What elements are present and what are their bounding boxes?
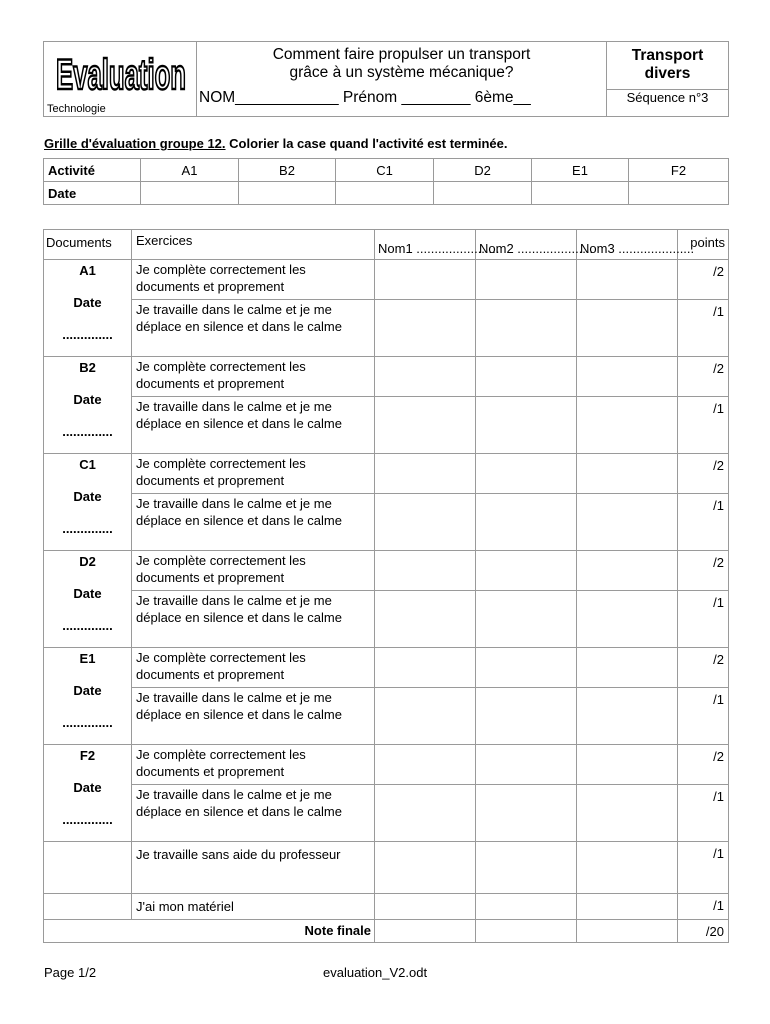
exercise-complete-documents: Je complète correctement les documents et proprement	[132, 648, 375, 688]
exercises-header: Exercices	[132, 230, 375, 260]
instruction	[44, 136, 508, 151]
score-cell[interactable]	[476, 894, 577, 920]
date-cell[interactable]	[434, 182, 532, 205]
exercise-calm-work: Je travaille dans le calme et je me déplace en silence et dans le calme	[132, 494, 375, 551]
title-cell	[197, 42, 607, 117]
points-header: points	[678, 230, 729, 260]
points-value: /1	[678, 494, 729, 551]
points-value: /1	[678, 300, 729, 357]
document-code: F2	[79, 748, 96, 763]
date-cell[interactable]	[532, 182, 629, 205]
points-value: /1	[678, 397, 729, 454]
document-date-dots: ..............	[62, 424, 113, 439]
score-cell[interactable]	[577, 591, 678, 648]
document-date-dots: ..............	[62, 521, 113, 536]
activity-table	[43, 158, 729, 205]
theme-label: Transport divers	[631, 47, 704, 82]
document-date-label: Date	[73, 392, 102, 407]
score-cell[interactable]	[375, 454, 476, 494]
nom1-header: Nom1 .......................	[375, 230, 476, 260]
theme-cell	[607, 42, 729, 90]
svg-text:Evaluation: Evaluation	[56, 51, 186, 99]
points-value: /2	[678, 648, 729, 688]
document-cell-b2	[44, 357, 132, 454]
document-code: E1	[79, 651, 96, 666]
points-value: /1	[678, 591, 729, 648]
documents-header: Documents	[44, 230, 132, 260]
points-value: /2	[678, 260, 729, 300]
title-line-1: Comment faire propulser un transport	[272, 46, 531, 63]
score-cell[interactable]	[577, 785, 678, 842]
score-cell[interactable]	[476, 842, 577, 894]
date-cell[interactable]	[239, 182, 336, 205]
score-cell[interactable]	[476, 785, 577, 842]
exercise-complete-documents: Je complète correctement les documents et proprement	[132, 260, 375, 300]
page-number: Page 1/2	[44, 965, 97, 980]
final-score-cell[interactable]	[375, 920, 476, 943]
empty-doc-cell	[44, 842, 132, 894]
exercise-calm-work: Je travaille dans le calme et je me déplace en silence et dans le calme	[132, 591, 375, 648]
points-value: /2	[678, 454, 729, 494]
score-cell[interactable]	[375, 494, 476, 551]
document-date-label: Date	[73, 295, 102, 310]
final-points: /20	[678, 920, 729, 943]
exercise-calm-work: Je travaille dans le calme et je me déplace en silence et dans le calme	[132, 397, 375, 454]
document-cell-e1	[44, 648, 132, 745]
activity-e1[interactable]: E1	[532, 159, 629, 182]
evaluation-grid	[43, 229, 729, 943]
score-cell[interactable]	[577, 397, 678, 454]
subject-label: Technologie	[47, 103, 106, 115]
exercise-complete-documents: Je complète correctement les documents et proprement	[132, 551, 375, 591]
score-cell[interactable]	[476, 551, 577, 591]
exercise-calm-work: Je travaille dans le calme et je me déplace en silence et dans le calme	[132, 785, 375, 842]
document-date-label: Date	[73, 780, 102, 795]
document-cell-c1	[44, 454, 132, 551]
document-date-dots: ..............	[62, 812, 113, 827]
date-cell[interactable]	[141, 182, 239, 205]
score-cell[interactable]	[577, 894, 678, 920]
header-table	[43, 41, 729, 117]
score-cell[interactable]	[577, 494, 678, 551]
exercise-material: J'ai mon matériel	[132, 894, 375, 920]
document-date-label: Date	[73, 683, 102, 698]
score-cell[interactable]	[476, 591, 577, 648]
score-cell[interactable]	[577, 454, 678, 494]
document-cell-d2	[44, 551, 132, 648]
exercise-calm-work: Je travaille dans le calme et je me déplace en silence et dans le calme	[132, 688, 375, 745]
document-code: A1	[79, 263, 96, 278]
score-cell[interactable]	[375, 648, 476, 688]
score-cell[interactable]	[476, 397, 577, 454]
points-value: /1	[678, 785, 729, 842]
activity-b2[interactable]: B2	[239, 159, 336, 182]
score-cell[interactable]	[476, 688, 577, 745]
score-cell[interactable]	[375, 688, 476, 745]
document-code: B2	[79, 360, 96, 375]
nom3-header: Nom3 .....................	[577, 230, 678, 260]
instruction-title: Grille d'évaluation groupe 12.	[44, 136, 226, 151]
score-cell[interactable]	[375, 357, 476, 397]
points-value: /2	[678, 357, 729, 397]
sequence-label: Séquence n°3	[607, 90, 729, 117]
date-cell[interactable]	[336, 182, 434, 205]
score-cell[interactable]	[375, 260, 476, 300]
score-cell[interactable]	[577, 842, 678, 894]
final-score-cell[interactable]	[577, 920, 678, 943]
activity-a1[interactable]: A1	[141, 159, 239, 182]
date-cell[interactable]	[629, 182, 729, 205]
document-date-dots: ..............	[62, 618, 113, 633]
points-value: /2	[678, 551, 729, 591]
score-cell[interactable]	[375, 551, 476, 591]
score-cell[interactable]	[375, 894, 476, 920]
activity-d2[interactable]: D2	[434, 159, 532, 182]
exercise-calm-work: Je travaille dans le calme et je me déplace en silence et dans le calme	[132, 300, 375, 357]
document-date-label: Date	[73, 586, 102, 601]
score-cell[interactable]	[375, 300, 476, 357]
score-cell[interactable]	[577, 357, 678, 397]
document-date-dots: ..............	[62, 327, 113, 342]
activity-c1[interactable]: C1	[336, 159, 434, 182]
empty-doc-cell	[44, 894, 132, 920]
score-cell[interactable]	[476, 494, 577, 551]
document-cell-f2	[44, 745, 132, 842]
score-cell[interactable]	[476, 357, 577, 397]
activity-f2[interactable]: F2	[629, 159, 729, 182]
instruction-text: Colorier la case quand l'activité est terminée.	[225, 136, 508, 151]
document-code: D2	[79, 554, 96, 569]
date-row-label: Date	[44, 182, 141, 205]
document-cell-a1	[44, 260, 132, 357]
final-score-cell[interactable]	[476, 920, 577, 943]
document-code: C1	[79, 457, 96, 472]
score-cell[interactable]	[476, 454, 577, 494]
document-date-label: Date	[73, 489, 102, 504]
score-cell[interactable]	[577, 688, 678, 745]
logo-cell	[44, 42, 197, 117]
score-cell[interactable]	[375, 397, 476, 454]
exercise-complete-documents: Je complète correctement les documents et proprement	[132, 745, 375, 785]
exercise-complete-documents: Je complète correctement les documents et proprement	[132, 454, 375, 494]
score-cell[interactable]	[375, 785, 476, 842]
score-cell[interactable]	[476, 300, 577, 357]
activity-row-label: Activité	[44, 159, 141, 182]
score-cell[interactable]	[577, 745, 678, 785]
exercise-complete-documents: Je complète correctement les documents et proprement	[132, 357, 375, 397]
score-cell[interactable]	[577, 300, 678, 357]
points-value: /1	[678, 842, 729, 894]
score-cell[interactable]	[375, 842, 476, 894]
file-name: evaluation_V2.odt	[323, 965, 428, 980]
score-cell[interactable]	[577, 551, 678, 591]
score-cell[interactable]	[476, 260, 577, 300]
points-value: /1	[678, 894, 729, 920]
score-cell[interactable]	[577, 260, 678, 300]
score-cell[interactable]	[375, 591, 476, 648]
score-cell[interactable]	[375, 745, 476, 785]
exercise-no-help: Je travaille sans aide du professeur	[132, 842, 375, 894]
points-value: /1	[678, 688, 729, 745]
score-cell[interactable]	[476, 648, 577, 688]
student-name-line: NOM____________ Prénom ________ 6ème__	[199, 89, 531, 106]
title-line-2: grâce à un système mécanique?	[289, 64, 514, 81]
nom2-header: Nom2 .....................	[476, 230, 577, 260]
evaluation-logo	[54, 51, 188, 100]
document-date-dots: ..............	[62, 715, 113, 730]
score-cell[interactable]	[476, 745, 577, 785]
points-value: /2	[678, 745, 729, 785]
score-cell[interactable]	[577, 648, 678, 688]
final-grade-label: Note finale	[44, 920, 375, 943]
